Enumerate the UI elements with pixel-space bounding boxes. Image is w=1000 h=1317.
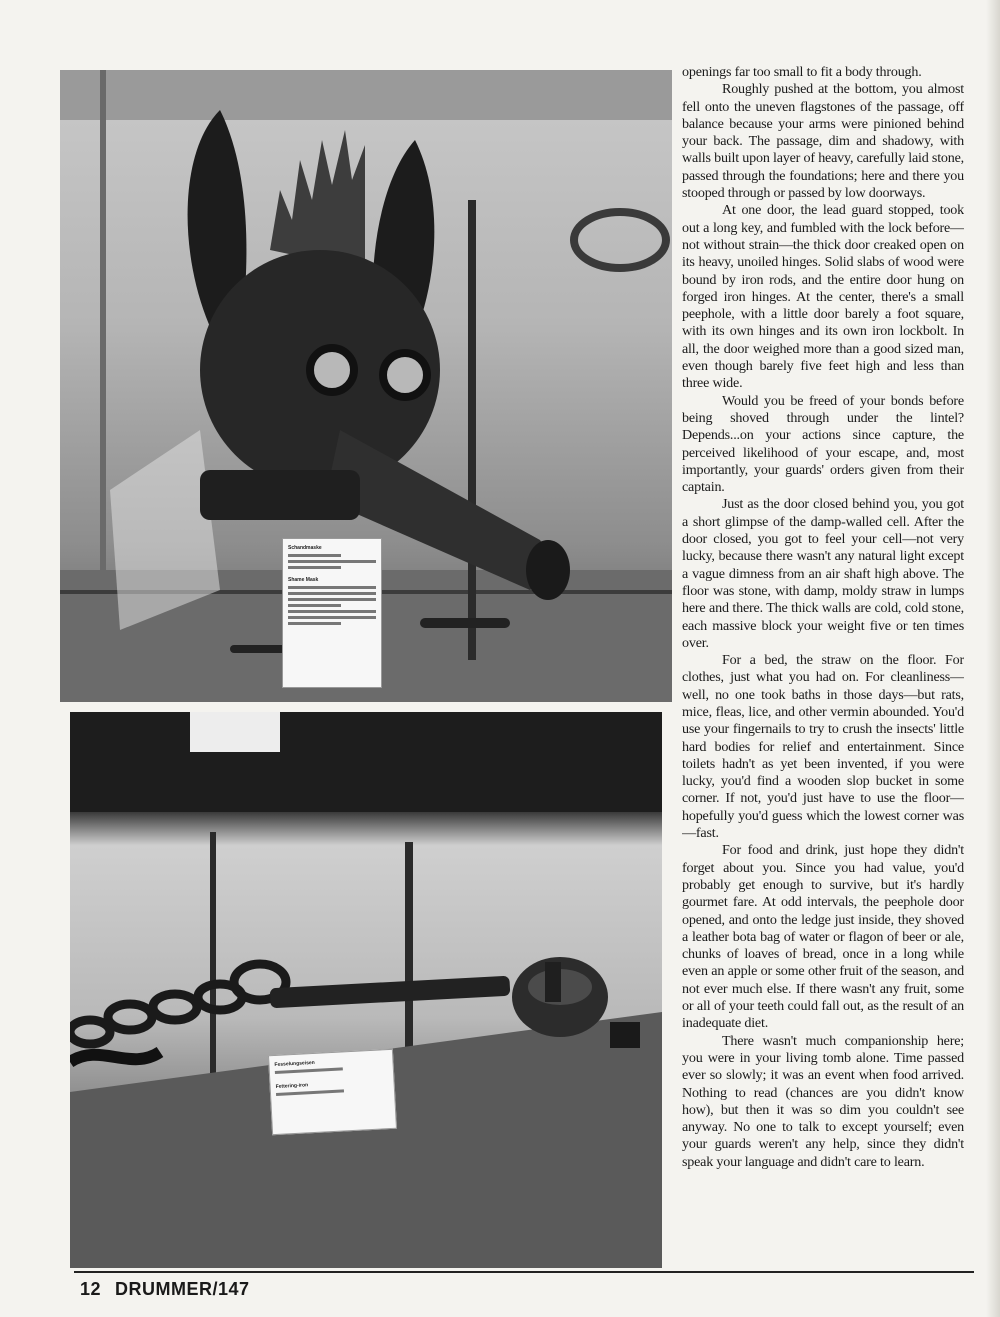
iron-ring [574,212,666,268]
placard-fettering-iron [268,1049,397,1135]
chain [70,964,286,1044]
article-paragraph: Just as the door closed behind you, you got a short glimpse of the damp-walled cell. After the door closed, you got to feel your cell—not very lucky, because there wasn't any natural light except a vague dimness from an air shaft high above. The floor was stone, with damp, moldy straw in lumps here and there. The thick walls are cold, cold stone, each massive block your weight five or ten times over. [682,496,964,651]
article-paragraph: openings far too small to fit a body through. [682,64,922,80]
article-paragraph: At one door, the lead guard stopped, took out a long key, and fumbled with the lock before—not without strain—the thick door creaked open on its heavy, unoiled hinges. Solid slabs of wood were bound by iron rods, and the entire door hung on forged iron hinges. At the center, there's a small peephole, with a little door barely a foot square, with its own hinges and its own iron lockbolt. In all, the door weighed more than a good sized man, even though barely five feet high and less than three wide. [682,202,964,392]
mask-eye-right [383,353,427,397]
placard-heading: Schandmaske [288,545,322,551]
placard-heading: Fesselungseisen [274,1059,315,1068]
placard-shame-mask [282,538,382,688]
placard-subheading: Shame Mask [288,577,319,583]
article-paragraph: For food and drink, just hope they didn't forget about you. Since you had value, you'd probably get enough to survive, but it's hardly gourmet fare. At odd intervals, the peephole door opened, and onto the ledge just inside, they shoved a leather bota bag of water or flagon of beer or ale, chunks of loaves of bread, once in a long while even an apple or some other fruit of the season, and not ever much else. If there wasn't any fruit, some or all of your teeth could fall out, as the result of an inadequate diet. [682,842,964,1032]
case-top-shadow [70,712,662,812]
display-rod [468,200,476,660]
case-post [210,832,216,1082]
mask-crest [270,130,365,270]
fettering-iron-illustration [70,712,662,1268]
photo-shame-mask [60,70,672,702]
magazine-issue: DRUMMER/147 [115,1279,250,1299]
article-paragraph: Roughly pushed at the bottom, you almost fell onto the uneven flagstones of the passage, off balance because your arms were pinioned behind your back. The passage, dim and shadowy, with walls built upon layer of heavy, carefully laid stone, passed through the foundations; here and there you stooped through or passed by low doorways. [682,81,964,202]
mask-snout-end [526,540,570,600]
article-column [682,64,964,1276]
page-number: 12 [80,1279,102,1299]
mask-eye-left [310,348,354,392]
page-folio [80,1279,264,1300]
photo-fettering-iron [70,712,662,1268]
article-paragraph: Would you be freed of your bonds before being shoved through under the lintel? Depends...on your actions since capture, the perceived likelihood of your escape, and, most importantly, your guards' orders given from their captain. [682,392,964,496]
case-top-frame [60,70,672,120]
article-paragraph: There wasn't much companionship here; you were in your living tomb alone. Time passed ever so slowly; it was an event when food arrived. Nothing to read (chances are you didn't know how), but then it was so dim you couldn't see anyway. No one to talk to except yourself; even your guards weren't any help, since they didn't speak your language and didn't care to learn. [682,1032,964,1170]
footer-rule [74,1271,974,1273]
placard-subheading: Fettering-iron [275,1082,309,1090]
article-paragraph: For a bed, the straw on the floor. For clothes, just what you had on. For cleanliness—well, no one took baths in those days—but rats, mice, fleas, lice, and other vermin abounded. You'd use your fingernails to try to crush the insects' little hard bodies for relief and entertainment. Since toilets hadn't as yet been invented, if you were lucky, you'd find a wooden slop bucket in some corner. If not, you'd just have to use the floor—hopefully you'd guess which the lowest corner was—fast. [682,652,964,842]
page-edge [986,0,1000,1317]
iron-bar [270,976,511,1009]
